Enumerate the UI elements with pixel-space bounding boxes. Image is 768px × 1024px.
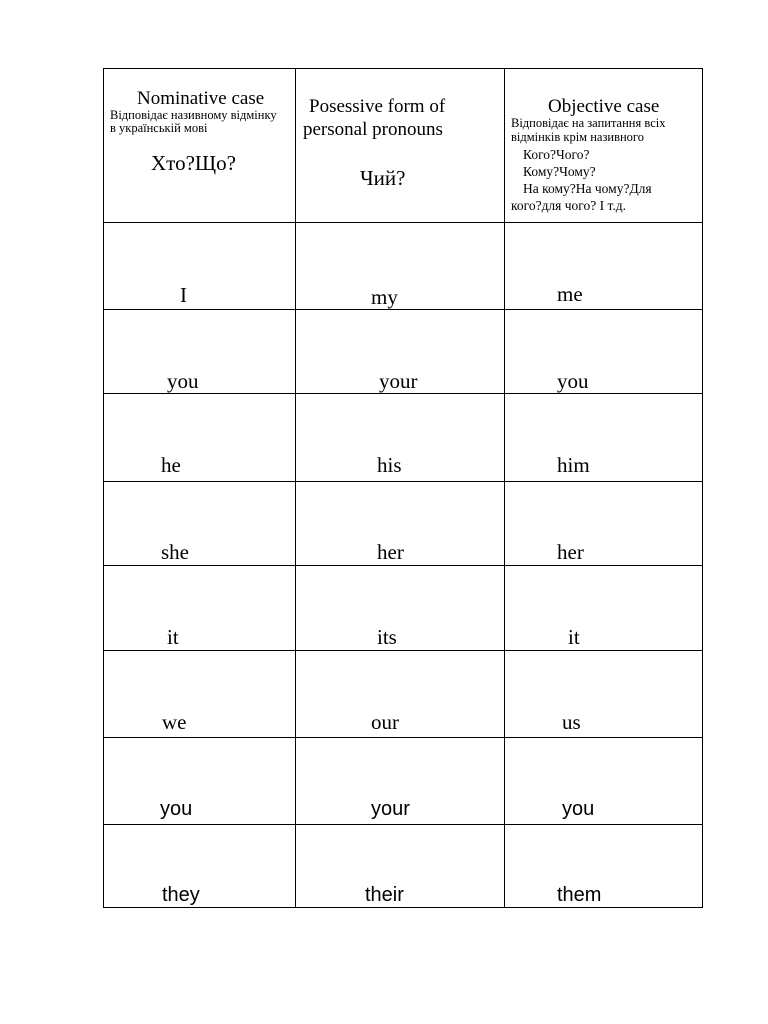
cell-nominative: she <box>161 540 189 564</box>
cell-objective: us <box>562 710 581 734</box>
row-divider <box>104 309 702 310</box>
possessive-title-line1: Posessive form of <box>309 96 446 117</box>
cell-nominative: you <box>167 369 199 393</box>
cell-nominative: I <box>180 283 187 307</box>
row-divider <box>104 393 702 394</box>
cell-objective: you <box>562 798 595 820</box>
nominative-question: Хто?Що? <box>151 151 236 175</box>
column-divider <box>504 69 505 907</box>
objective-question-line1: Кого?Чого? <box>523 147 590 162</box>
column-divider <box>295 69 296 907</box>
row-divider <box>104 565 702 566</box>
possessive-question: Чий? <box>360 166 406 190</box>
cell-objective: her <box>557 540 584 564</box>
cell-possessive: our <box>371 710 399 734</box>
cell-nominative: you <box>160 798 193 820</box>
objective-title: Objective case <box>548 96 660 117</box>
cell-possessive: her <box>377 540 404 564</box>
cell-objective: me <box>557 282 583 306</box>
cell-possessive: my <box>371 285 398 309</box>
nominative-title: Nominative case <box>137 88 265 109</box>
objective-question-line2: Кому?Чому? <box>523 164 596 179</box>
cell-objective: it <box>568 625 580 649</box>
row-divider <box>104 737 702 738</box>
cell-objective: you <box>557 369 589 393</box>
cell-nominative: we <box>162 710 187 734</box>
objective-question-line4: кого?для чого? І т.д. <box>511 198 626 213</box>
objective-note-line2: відмінків крім називного <box>511 130 644 144</box>
row-divider <box>104 481 702 482</box>
possessive-title-line2: personal pronouns <box>303 119 443 140</box>
nominative-note-line2: в українській мові <box>110 121 208 135</box>
cell-possessive: your <box>371 798 410 820</box>
cell-nominative: they <box>162 884 200 906</box>
cell-possessive: their <box>365 884 404 906</box>
cell-objective: them <box>557 884 602 906</box>
cell-possessive: its <box>377 625 397 649</box>
cell-nominative: it <box>167 625 179 649</box>
cell-possessive: your <box>379 369 418 393</box>
objective-note-line1: Відповідає на запитання всіх <box>511 116 666 130</box>
cell-objective: him <box>557 453 590 477</box>
cell-nominative: he <box>161 453 181 477</box>
row-divider <box>104 650 702 651</box>
row-divider <box>104 222 702 223</box>
nominative-note-line1: Відповідає називному відмінку <box>110 108 277 122</box>
row-divider <box>104 824 702 825</box>
cell-possessive: his <box>377 453 402 477</box>
objective-question-line3: На кому?На чому?Для <box>523 181 652 196</box>
